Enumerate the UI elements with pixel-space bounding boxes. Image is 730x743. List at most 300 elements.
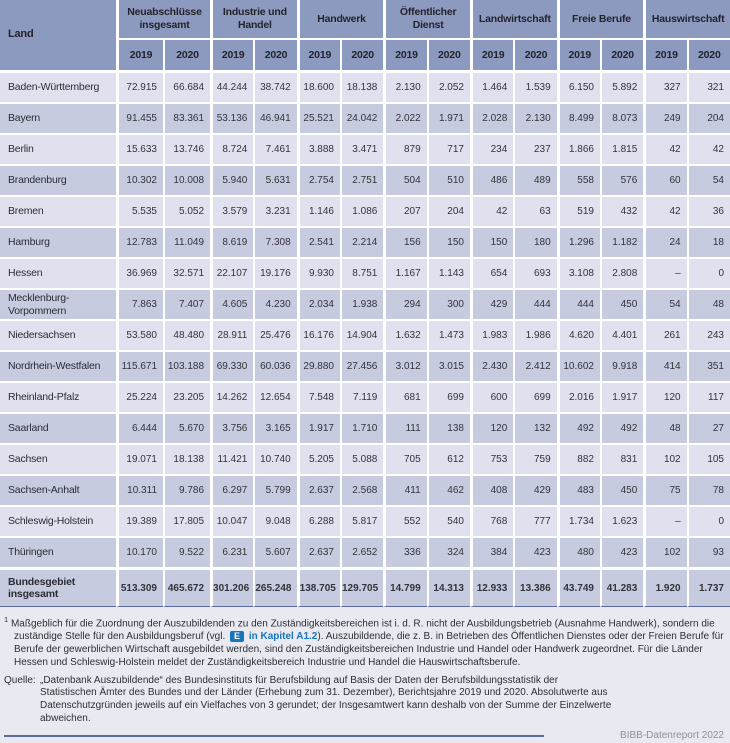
value-cell: 12.654 bbox=[253, 381, 296, 412]
value-cell: 23.205 bbox=[163, 381, 210, 412]
value-cell: 132 bbox=[513, 412, 556, 443]
year-header-2020: 2020 bbox=[513, 38, 556, 70]
value-cell: 321 bbox=[687, 70, 730, 102]
value-cell: 1.815 bbox=[600, 133, 643, 164]
value-cell: 1.866 bbox=[557, 133, 600, 164]
value-cell: 510 bbox=[427, 164, 470, 195]
value-cell: 2.016 bbox=[557, 381, 600, 412]
value-cell: 411 bbox=[383, 474, 426, 505]
value-cell: 29.880 bbox=[297, 350, 340, 381]
value-cell: 2.052 bbox=[427, 70, 470, 102]
value-cell: 78 bbox=[687, 474, 730, 505]
value-cell: 66.684 bbox=[163, 70, 210, 102]
value-cell: 11.421 bbox=[210, 443, 253, 474]
value-cell: 2.130 bbox=[513, 102, 556, 133]
value-cell: 8.751 bbox=[340, 257, 383, 288]
table-row bbox=[0, 133, 730, 164]
value-cell: 2.751 bbox=[340, 164, 383, 195]
value-cell: 423 bbox=[513, 536, 556, 567]
year-header-2019: 2019 bbox=[116, 38, 163, 70]
value-cell: 249 bbox=[643, 102, 686, 133]
year-header-2019: 2019 bbox=[557, 38, 600, 70]
value-cell: 777 bbox=[513, 505, 556, 536]
value-cell: 879 bbox=[383, 133, 426, 164]
value-cell: 2.130 bbox=[383, 70, 426, 102]
value-cell: 63 bbox=[513, 195, 556, 226]
table-row bbox=[0, 102, 730, 133]
value-cell: 204 bbox=[687, 102, 730, 133]
value-cell: 1.182 bbox=[600, 226, 643, 257]
value-cell: 72.915 bbox=[116, 70, 163, 102]
value-cell: 2.214 bbox=[340, 226, 383, 257]
value-cell: 1.623 bbox=[600, 505, 643, 536]
value-cell: 14.262 bbox=[210, 381, 253, 412]
value-cell: 24.042 bbox=[340, 102, 383, 133]
value-cell: 10.170 bbox=[116, 536, 163, 567]
value-cell: 9.048 bbox=[253, 505, 296, 536]
value-cell: 60.036 bbox=[253, 350, 296, 381]
footnote-text-after-link: ). Auszubildende, die z. B. in Betrieben des Öffentlichen Dienstes oder der Freien Berufe für Berufe der gewerblichen Wirtschaft ausgebildet werden, sind den Zuständigkeitsbereichen Industrie und Handel oder Handwerk zugeordnet. Für die Länder Hessen und Schleswig-Holstein meldet der Zuständigkeitsbereich Industrie und Handel die Hauswirtschaftsberufe. bbox=[14, 631, 724, 668]
value-cell: 8.073 bbox=[600, 102, 643, 133]
value-cell: 103.188 bbox=[163, 350, 210, 381]
value-cell: 7.407 bbox=[163, 288, 210, 319]
year-header-2020: 2020 bbox=[163, 38, 210, 70]
value-cell: 753 bbox=[470, 443, 513, 474]
value-cell: 150 bbox=[427, 226, 470, 257]
value-cell: 492 bbox=[600, 412, 643, 443]
value-cell: 13.386 bbox=[513, 567, 556, 607]
value-cell: 654 bbox=[470, 257, 513, 288]
value-cell: 44.244 bbox=[210, 70, 253, 102]
value-cell: 558 bbox=[557, 164, 600, 195]
value-cell: 18.600 bbox=[297, 70, 340, 102]
value-cell: 207 bbox=[383, 195, 426, 226]
value-cell: 301.206 bbox=[210, 567, 253, 607]
value-cell: 0 bbox=[687, 505, 730, 536]
value-cell: 38.742 bbox=[253, 70, 296, 102]
value-cell: 681 bbox=[383, 381, 426, 412]
value-cell: 0 bbox=[687, 257, 730, 288]
value-cell: 9.522 bbox=[163, 536, 210, 567]
value-cell: 1.983 bbox=[470, 319, 513, 350]
value-cell: 1.143 bbox=[427, 257, 470, 288]
value-cell: 5.088 bbox=[340, 443, 383, 474]
value-cell: 2.652 bbox=[340, 536, 383, 567]
value-cell: 1.710 bbox=[340, 412, 383, 443]
value-cell: 300 bbox=[427, 288, 470, 319]
value-cell: 54 bbox=[687, 164, 730, 195]
value-cell: 1.296 bbox=[557, 226, 600, 257]
value-cell: 75 bbox=[643, 474, 686, 505]
land-cell: Schleswig-Holstein bbox=[0, 505, 116, 536]
value-cell: 2.637 bbox=[297, 536, 340, 567]
value-cell: 1.473 bbox=[427, 319, 470, 350]
value-cell: 18.138 bbox=[340, 70, 383, 102]
value-cell: 48 bbox=[643, 412, 686, 443]
value-cell: 2.022 bbox=[383, 102, 426, 133]
value-cell: 552 bbox=[383, 505, 426, 536]
value-cell: 414 bbox=[643, 350, 686, 381]
value-cell: 1.539 bbox=[513, 70, 556, 102]
value-cell: 25.476 bbox=[253, 319, 296, 350]
table-header bbox=[0, 0, 730, 70]
column-group-landwirtschaft: Landwirtschaft bbox=[470, 0, 557, 38]
value-cell: 117 bbox=[687, 381, 730, 412]
value-cell: 423 bbox=[600, 536, 643, 567]
value-cell: 540 bbox=[427, 505, 470, 536]
footnote-text-before-link: Maßgeblich für die Zuordnung der Auszubildenden zu den Zuständigkeitsbereichen ist i. d. R. nicht der Ausbildungsbetrieb (Ausnahme Handwerk), sondern die zuständige Stelle für den Ausbildungsberuf (vgl. bbox=[10, 618, 715, 643]
value-cell: 831 bbox=[600, 443, 643, 474]
value-cell: 102 bbox=[643, 536, 686, 567]
value-cell: 1.938 bbox=[340, 288, 383, 319]
value-cell: 5.607 bbox=[253, 536, 296, 567]
value-cell: 180 bbox=[513, 226, 556, 257]
value-cell: 7.119 bbox=[340, 381, 383, 412]
value-cell: 53.136 bbox=[210, 102, 253, 133]
value-cell: 204 bbox=[427, 195, 470, 226]
value-cell: 19.389 bbox=[116, 505, 163, 536]
land-cell: Bremen bbox=[0, 195, 116, 226]
value-cell: 1.971 bbox=[427, 102, 470, 133]
value-cell: 450 bbox=[600, 288, 643, 319]
value-cell: 5.670 bbox=[163, 412, 210, 443]
chapter-reference-icon[interactable]: E bbox=[230, 631, 244, 642]
value-cell: 27 bbox=[687, 412, 730, 443]
value-cell: 32.571 bbox=[163, 257, 210, 288]
value-cell: 2.028 bbox=[470, 102, 513, 133]
land-cell: Thüringen bbox=[0, 536, 116, 567]
column-group-oeffentlicher-dienst: Öffentlicher Dienst bbox=[383, 0, 470, 38]
year-header-2019: 2019 bbox=[297, 38, 340, 70]
value-cell: 1.737 bbox=[687, 567, 730, 607]
value-cell: 2.808 bbox=[600, 257, 643, 288]
value-cell: 8.619 bbox=[210, 226, 253, 257]
value-cell: 14.904 bbox=[340, 319, 383, 350]
value-cell: 60 bbox=[643, 164, 686, 195]
value-cell: 1.632 bbox=[383, 319, 426, 350]
value-cell: 42 bbox=[643, 133, 686, 164]
value-cell: 444 bbox=[557, 288, 600, 319]
table-row bbox=[0, 412, 730, 443]
value-cell: 7.863 bbox=[116, 288, 163, 319]
value-cell: 105 bbox=[687, 443, 730, 474]
value-cell: 53.580 bbox=[116, 319, 163, 350]
value-cell: 693 bbox=[513, 257, 556, 288]
table-row bbox=[0, 505, 730, 536]
value-cell: 102 bbox=[643, 443, 686, 474]
column-group-handwerk: Handwerk bbox=[297, 0, 384, 38]
value-cell: 519 bbox=[557, 195, 600, 226]
value-cell: 9.786 bbox=[163, 474, 210, 505]
total-row bbox=[0, 567, 730, 607]
value-cell: 3.888 bbox=[297, 133, 340, 164]
value-cell: 513.309 bbox=[116, 567, 163, 607]
value-cell: 1.917 bbox=[297, 412, 340, 443]
value-cell: 27.456 bbox=[340, 350, 383, 381]
column-group-freie-berufe: Freie Berufe bbox=[557, 0, 644, 38]
value-cell: 444 bbox=[513, 288, 556, 319]
value-cell: 4.605 bbox=[210, 288, 253, 319]
land-cell: Mecklenburg-Vorpommern bbox=[0, 288, 116, 319]
land-cell: Rheinland-Pfalz bbox=[0, 381, 116, 412]
value-cell: 483 bbox=[557, 474, 600, 505]
value-cell: 10.008 bbox=[163, 164, 210, 195]
value-cell: 462 bbox=[427, 474, 470, 505]
value-cell: 1.917 bbox=[600, 381, 643, 412]
value-cell: 25.224 bbox=[116, 381, 163, 412]
value-cell: 432 bbox=[600, 195, 643, 226]
value-cell: 1.464 bbox=[470, 70, 513, 102]
value-cell: – bbox=[643, 505, 686, 536]
value-cell: 12.783 bbox=[116, 226, 163, 257]
year-header-2020: 2020 bbox=[427, 38, 470, 70]
column-group-industrie-und-handel: Industrie und Handel bbox=[210, 0, 297, 38]
value-cell: 138.705 bbox=[297, 567, 340, 607]
value-cell: 10.047 bbox=[210, 505, 253, 536]
value-cell: 10.602 bbox=[557, 350, 600, 381]
table-row bbox=[0, 443, 730, 474]
table-body bbox=[0, 70, 730, 607]
value-cell: 18.138 bbox=[163, 443, 210, 474]
value-cell: 120 bbox=[470, 412, 513, 443]
value-cell: 10.302 bbox=[116, 164, 163, 195]
table-row bbox=[0, 381, 730, 412]
value-cell: 3.165 bbox=[253, 412, 296, 443]
value-cell: 489 bbox=[513, 164, 556, 195]
value-cell: 324 bbox=[427, 536, 470, 567]
land-cell: Berlin bbox=[0, 133, 116, 164]
value-cell: 46.941 bbox=[253, 102, 296, 133]
value-cell: 138 bbox=[427, 412, 470, 443]
value-cell: 36 bbox=[687, 195, 730, 226]
table-row bbox=[0, 164, 730, 195]
value-cell: 261 bbox=[643, 319, 686, 350]
value-cell: 2.568 bbox=[340, 474, 383, 505]
value-cell: 429 bbox=[513, 474, 556, 505]
value-cell: 768 bbox=[470, 505, 513, 536]
value-cell: 7.308 bbox=[253, 226, 296, 257]
value-cell: 429 bbox=[470, 288, 513, 319]
table-row bbox=[0, 70, 730, 102]
value-cell: 612 bbox=[427, 443, 470, 474]
value-cell: 6.288 bbox=[297, 505, 340, 536]
land-cell: Saarland bbox=[0, 412, 116, 443]
report-label: BIBB-Datenreport 2022 bbox=[620, 729, 724, 741]
footnote-marker: 1 bbox=[4, 615, 9, 624]
value-cell: 2.637 bbox=[297, 474, 340, 505]
value-cell: 150 bbox=[470, 226, 513, 257]
value-cell: 384 bbox=[470, 536, 513, 567]
value-cell: 327 bbox=[643, 70, 686, 102]
value-cell: 13.746 bbox=[163, 133, 210, 164]
value-cell: 111 bbox=[383, 412, 426, 443]
value-cell: 19.176 bbox=[253, 257, 296, 288]
value-cell: – bbox=[643, 257, 686, 288]
value-cell: 24 bbox=[643, 226, 686, 257]
value-cell: 5.631 bbox=[253, 164, 296, 195]
value-cell: 486 bbox=[470, 164, 513, 195]
land-cell: Nordrhein-Westfalen bbox=[0, 350, 116, 381]
value-cell: 243 bbox=[687, 319, 730, 350]
value-cell: 17.805 bbox=[163, 505, 210, 536]
column-group-hauswirtschaft: Hauswirtschaft bbox=[643, 0, 730, 38]
value-cell: 54 bbox=[643, 288, 686, 319]
value-cell: 15.633 bbox=[116, 133, 163, 164]
value-cell: 759 bbox=[513, 443, 556, 474]
value-cell: 1.920 bbox=[643, 567, 686, 607]
value-cell: 5.799 bbox=[253, 474, 296, 505]
value-cell: 42 bbox=[643, 195, 686, 226]
value-cell: 5.940 bbox=[210, 164, 253, 195]
value-cell: 28.911 bbox=[210, 319, 253, 350]
value-cell: 19.071 bbox=[116, 443, 163, 474]
column-group-neuabschluesse-insgesamt: Neuabschlüsse insgesamt bbox=[116, 0, 210, 38]
value-cell: 234 bbox=[470, 133, 513, 164]
value-cell: 2.034 bbox=[297, 288, 340, 319]
value-cell: 8.499 bbox=[557, 102, 600, 133]
year-header-2020: 2020 bbox=[600, 38, 643, 70]
value-cell: 3.108 bbox=[557, 257, 600, 288]
value-cell: 576 bbox=[600, 164, 643, 195]
value-cell: 265.248 bbox=[253, 567, 296, 607]
land-cell: Brandenburg bbox=[0, 164, 116, 195]
table-row bbox=[0, 226, 730, 257]
value-cell: 5.052 bbox=[163, 195, 210, 226]
value-cell: 336 bbox=[383, 536, 426, 567]
value-cell: 3.231 bbox=[253, 195, 296, 226]
land-cell: Sachsen-Anhalt bbox=[0, 474, 116, 505]
value-cell: 600 bbox=[470, 381, 513, 412]
footnotes-block bbox=[0, 607, 730, 743]
land-cell: Niedersachsen bbox=[0, 319, 116, 350]
table-row bbox=[0, 474, 730, 505]
value-cell: 9.930 bbox=[297, 257, 340, 288]
value-cell: 3.471 bbox=[340, 133, 383, 164]
value-cell: 3.015 bbox=[427, 350, 470, 381]
value-cell: 492 bbox=[557, 412, 600, 443]
value-cell: 1.146 bbox=[297, 195, 340, 226]
table-row bbox=[0, 319, 730, 350]
value-cell: 129.705 bbox=[340, 567, 383, 607]
year-header-2020: 2020 bbox=[253, 38, 296, 70]
value-cell: 6.297 bbox=[210, 474, 253, 505]
land-cell: Baden-Württemberg bbox=[0, 70, 116, 102]
value-cell: 18 bbox=[687, 226, 730, 257]
value-cell: 1.086 bbox=[340, 195, 383, 226]
value-cell: 480 bbox=[557, 536, 600, 567]
table-row bbox=[0, 195, 730, 226]
value-cell: 43.749 bbox=[557, 567, 600, 607]
column-header-land: Land bbox=[0, 0, 116, 70]
value-cell: 3.579 bbox=[210, 195, 253, 226]
value-cell: 1.167 bbox=[383, 257, 426, 288]
value-cell: 699 bbox=[427, 381, 470, 412]
value-cell: 6.444 bbox=[116, 412, 163, 443]
value-cell: 11.049 bbox=[163, 226, 210, 257]
value-cell: 882 bbox=[557, 443, 600, 474]
value-cell: 504 bbox=[383, 164, 426, 195]
value-cell: 93 bbox=[687, 536, 730, 567]
value-cell: 2.754 bbox=[297, 164, 340, 195]
value-cell: 10.740 bbox=[253, 443, 296, 474]
value-cell: 14.799 bbox=[383, 567, 426, 607]
year-header-2019: 2019 bbox=[210, 38, 253, 70]
value-cell: 48 bbox=[687, 288, 730, 319]
page-footer bbox=[4, 730, 726, 743]
value-cell: 3.756 bbox=[210, 412, 253, 443]
value-cell: 48.480 bbox=[163, 319, 210, 350]
value-cell: 22.107 bbox=[210, 257, 253, 288]
value-cell: 1.986 bbox=[513, 319, 556, 350]
table-row bbox=[0, 288, 730, 319]
value-cell: 9.918 bbox=[600, 350, 643, 381]
year-header-2019: 2019 bbox=[383, 38, 426, 70]
value-cell: 120 bbox=[643, 381, 686, 412]
land-cell: Hessen bbox=[0, 257, 116, 288]
value-cell: 115.671 bbox=[116, 350, 163, 381]
year-header-2019: 2019 bbox=[643, 38, 686, 70]
value-cell: 42 bbox=[470, 195, 513, 226]
value-cell: 83.361 bbox=[163, 102, 210, 133]
value-cell: 10.311 bbox=[116, 474, 163, 505]
value-cell: 465.672 bbox=[163, 567, 210, 607]
value-cell: 450 bbox=[600, 474, 643, 505]
value-cell: 705 bbox=[383, 443, 426, 474]
value-cell: 4.230 bbox=[253, 288, 296, 319]
value-cell: 25.521 bbox=[297, 102, 340, 133]
value-cell: 156 bbox=[383, 226, 426, 257]
value-cell: 5.205 bbox=[297, 443, 340, 474]
footer-rule bbox=[4, 735, 544, 737]
value-cell: 42 bbox=[687, 133, 730, 164]
table-row bbox=[0, 257, 730, 288]
value-cell: 3.012 bbox=[383, 350, 426, 381]
value-cell: 5.535 bbox=[116, 195, 163, 226]
value-cell: 2.430 bbox=[470, 350, 513, 381]
value-cell: 69.330 bbox=[210, 350, 253, 381]
year-header-2019: 2019 bbox=[470, 38, 513, 70]
land-cell: Sachsen bbox=[0, 443, 116, 474]
value-cell: 7.548 bbox=[297, 381, 340, 412]
value-cell: 294 bbox=[383, 288, 426, 319]
value-cell: 6.150 bbox=[557, 70, 600, 102]
source-label: Quelle: bbox=[4, 674, 36, 686]
value-cell: 8.724 bbox=[210, 133, 253, 164]
source-note bbox=[4, 675, 726, 726]
value-cell: 5.817 bbox=[340, 505, 383, 536]
value-cell: 717 bbox=[427, 133, 470, 164]
land-cell: Hamburg bbox=[0, 226, 116, 257]
value-cell: 41.283 bbox=[600, 567, 643, 607]
source-text: „Datenbank Auszubildende“ des Bundesinstituts für Berufsbildung auf Basis der Daten der Berufsbildungsstatistik der Statistischen Ämter des Bundes und der Länder (Erhebung zum 31. Dezember), Berichtsjahre 2019 und 2020. Absolutwerte aus Datenschutzgründen jeweils auf ein Vielfaches von 3 gerundet; der Insgesamtwert kann deshalb von der Summe der Einzelwerte abweichen. bbox=[40, 674, 612, 724]
land-cell: Bayern bbox=[0, 102, 116, 133]
table-row bbox=[0, 536, 730, 567]
value-cell: 16.176 bbox=[297, 319, 340, 350]
value-cell: 237 bbox=[513, 133, 556, 164]
value-cell: 351 bbox=[687, 350, 730, 381]
chapter-link[interactable]: in Kapitel A1.2 bbox=[248, 631, 318, 643]
table-row bbox=[0, 350, 730, 381]
value-cell: 2.541 bbox=[297, 226, 340, 257]
value-cell: 408 bbox=[470, 474, 513, 505]
value-cell: 699 bbox=[513, 381, 556, 412]
footnote-1 bbox=[4, 614, 726, 670]
value-cell: 7.461 bbox=[253, 133, 296, 164]
value-cell: 1.734 bbox=[557, 505, 600, 536]
value-cell: 36.969 bbox=[116, 257, 163, 288]
value-cell: 14.313 bbox=[427, 567, 470, 607]
value-cell: 6.231 bbox=[210, 536, 253, 567]
